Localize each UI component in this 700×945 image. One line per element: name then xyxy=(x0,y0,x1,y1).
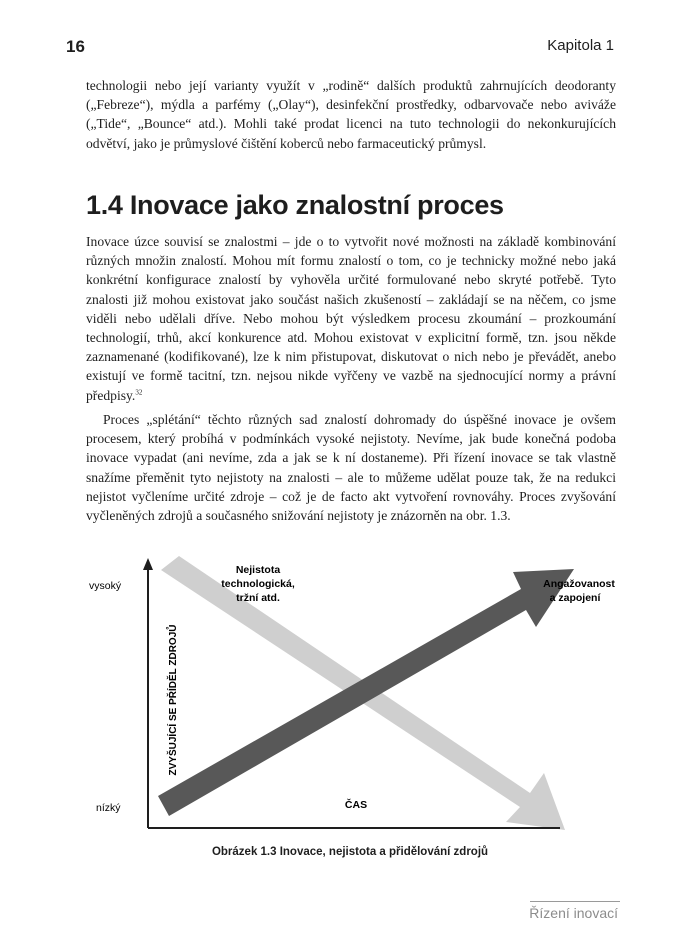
commitment-label-line-1: Angažovanost xyxy=(543,578,615,590)
footnote-reference: 32 xyxy=(135,388,143,397)
commitment-label-line-2: a zapojení xyxy=(549,592,601,604)
uncertainty-label-line-3: tržní atd. xyxy=(236,592,280,604)
intro-paragraph: technologii nebo její varianty využít v „rodině“ dalších produktů zahrnujících deodoranty („Febreze“), mýdla a parfémy („Olay“), desinfekční prostředky, odbarvovače nebo aviváže („Tide“, „Bounce“ atd.). Mohli také prodat licenci na tuto technologii do nekonkurujících odvětví, jako je průmyslové čištění koberců nebo farmaceutický průmysl. xyxy=(86,78,616,151)
footer-book-title: Řízení inovací xyxy=(529,905,618,921)
section-paragraph-1 xyxy=(86,232,616,405)
y-low-label: nízký xyxy=(96,802,121,814)
section-heading: 1.4 Inovace jako znalostní proces xyxy=(86,190,504,220)
running-head-chapter: Kapitola 1 xyxy=(547,37,614,54)
uncertainty-label-line-2: technologická, xyxy=(221,578,295,590)
section-paragraph-1-text: Inovace úzce souvisí se znalostmi – jde o to vytvořit nové možnosti na základě kombinování různých množin znalostí. Mohou mít formu znalostí o tom, co je technicky možné nebo jaká konkrétní konfigurace znalostí by vyhověla určité formulované nebo skryté potřebě. Tyto znalosti již mohou existovat jako součást našich zkušeností – zakládají se na něčem, co jsme viděli nebo udělali dříve. Nebo mohou být výsledkem procesu zkoumání – prozkoumání technologií, trhů, akcí konkurence atd. Mohou existovat v explicitní formě, tzn. jsou někde zaznamenané (kodifikované), lze k nim přistupovat, diskutovat o nich nebo je převádět, anebo existují ve formě tacitní, tzn. nejsou nikde vyřčeny ve vazbě na sjednocující normy a právní předpisy. xyxy=(86,234,616,403)
figure-caption: Obrázek 1.3 Inovace, nejistota a přidělování zdrojů xyxy=(211,846,489,858)
uncertainty-label-line-1: Nejistota xyxy=(235,564,281,576)
footer-rule xyxy=(530,901,620,902)
page-number: 16 xyxy=(66,37,85,56)
y-axis-title: ZVYŠUJÍCÍ SE PŘÍDĚL ZDROJŮ xyxy=(168,624,179,776)
section-paragraph-2: Proces „splétání“ těchto různých sad znalostí dohromady do úspěšné inovace je ovšem procesem, který probíhá v podmínkách vysoké nejistoty. Nevíme, jak bude konečná podoba inovace vypadat (ani nevíme, zda a jak se k ní dostaneme). Při řízení inovace se tak vlastně snažíme přeměnit tyto nejistoty na znalosti – ale to můžeme udělat pouze tak, že na redukci nejistot vyčleníme určité zdroje – což je de facto akt vytvoření rovnováhy. Proces zvyšování vyčleněných zdrojů a současného snižování nejistoty je znázorněn na obr. 1.3. xyxy=(86,412,616,524)
y-axis-arrowhead xyxy=(143,558,153,570)
y-high-label: vysoký xyxy=(89,580,122,592)
x-axis-title: ČAS xyxy=(344,799,368,811)
figure-1-3-diagram xyxy=(0,540,700,870)
